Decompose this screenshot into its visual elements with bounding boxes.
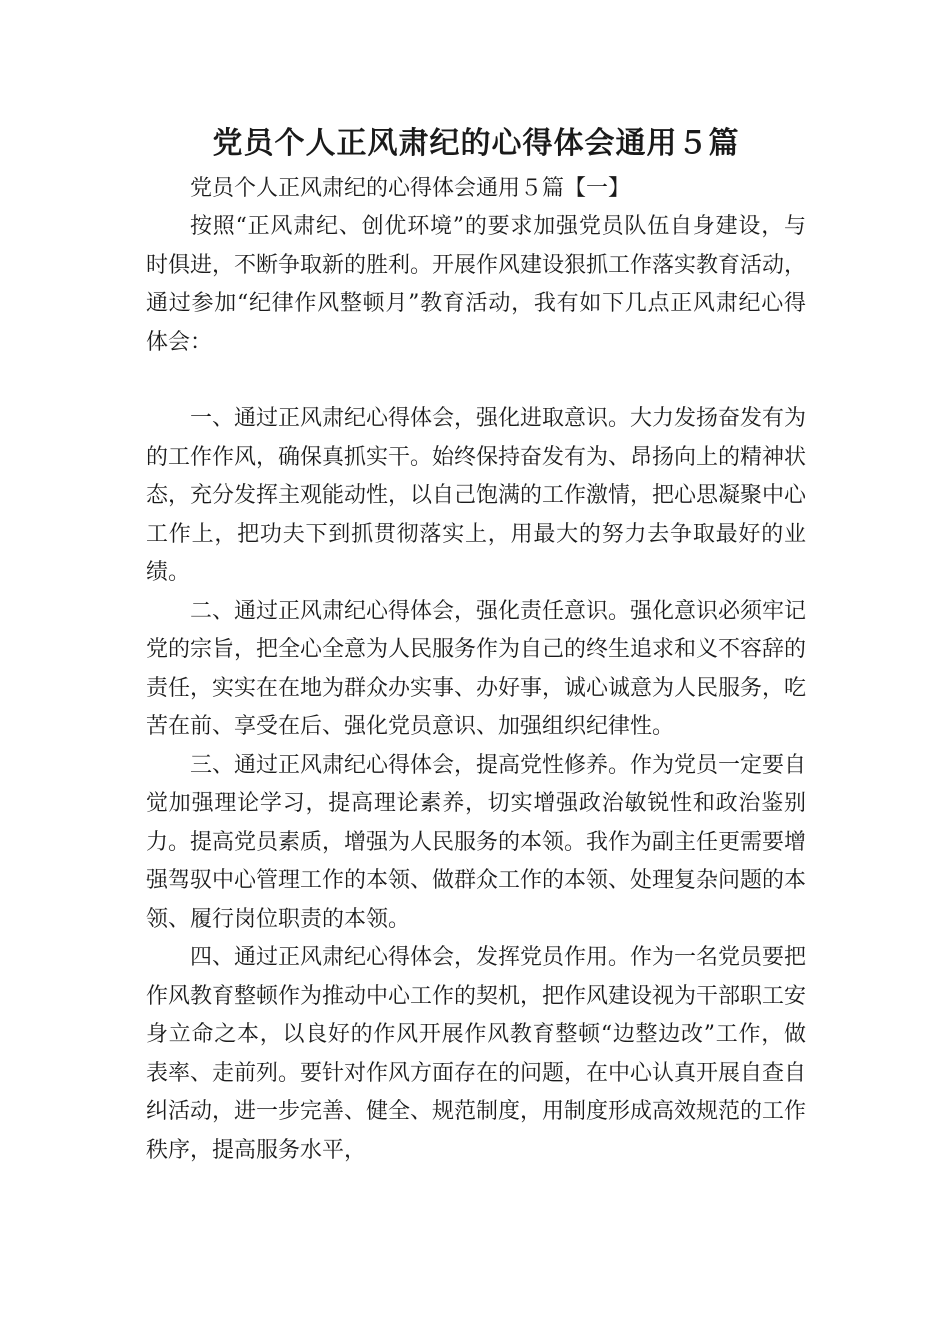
paragraph-intro: 按照“正风肃纪、创优环境”的要求加强党员队伍自身建设，与时俱进，不断争取新的胜利。开展作风建设狠抓工作落实教育活动，通过参加“纪律作风整顿月”教育活动，我有如下几点正风肃纪心得体会： — [146, 214, 807, 355]
paragraph-point-4: 四、通过正风肃纪心得体会，发挥党员作用。作为一名党员要把作风教育整顿作为推动中心工作的契机，把作风建设视为干部职工安身立命之本，以良好的作风开展作风教育整顿“边整边改”工作，做表率、走前列。要针对作风方面存在的问题，在中心认真开展自查自纠活动，进一步完善、健全、规范制度，用制度形成高效规范的工作秩序，提高服务水平， — [146, 945, 807, 1163]
paragraph-point-3: 三、通过正风肃纪心得体会，提高党性修养。作为党员一定要自觉加强理论学习，提高理论素养，切实增强政治敏锐性和政治鉴别力。提高党员素质，增强为人民服务的本领。我作为副主任更需要增强驾驭中心管理工作的本领、做群众工作的本领、处理复杂问题的本领、履行岗位职责的本领。 — [146, 752, 807, 932]
document-page — [146, 118, 806, 1170]
paragraph-point-2: 二、通过正风肃纪心得体会，强化责任意识。强化意识必须牢记党的宗旨，把全心全意为人民服务作为自己的终生追求和义不容辞的责任，实实在在地为群众办实事、办好事，诚心诚意为人民服务，吃苦在前、享受在后、强化党员意识、加强组织纪律性。 — [146, 598, 807, 739]
document-title: 党员个人正风肃纪的心得体会通用５篇 — [212, 126, 740, 161]
section-subtitle: 党员个人正风肃纪的心得体会通用５篇【一】 — [190, 176, 631, 201]
paragraph-point-1: 一、通过正风肃纪心得体会，强化进取意识。大力发扬奋发有为的工作作风，确保真抓实干。始终保持奋发有为、昂扬向上的精神状态，充分发挥主观能动性，以自己饱满的工作激情，把心思凝聚中心工作上，把功夫下到抓贯彻落实上，用最大的努力去争取最好的业绩。 — [146, 406, 807, 585]
